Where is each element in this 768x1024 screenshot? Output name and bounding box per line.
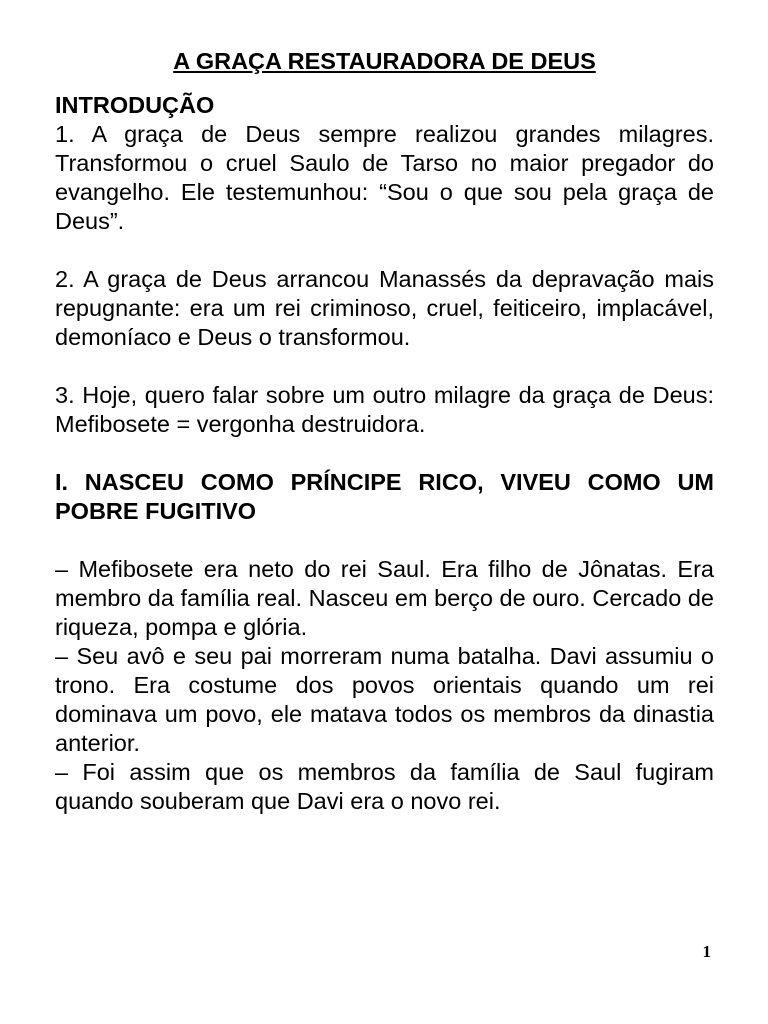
section-1-item-1: – Mefibosete era neto do rei Saul. Era filho de Jônatas. Era membro da família real. Nasceu em berço de ouro. Cercado de riqueza, pompa e glória. <box>55 556 714 640</box>
document-page <box>55 46 714 816</box>
section-1-heading: I. NASCEU COMO PRÍNCIPE RICO, VIVEU COMO UM POBRE FUGITIVO <box>55 469 714 524</box>
intro-paragraph-3: 3. Hoje, quero falar sobre um outro milagre da graça de Deus: Mefibosete = vergonha destruidora. <box>55 382 714 437</box>
page-number: 1 <box>702 942 711 961</box>
document-title: A GRAÇA RESTAURADORA DE DEUS <box>173 48 596 74</box>
intro-paragraph-1: 1. A graça de Deus sempre realizou grandes milagres. Transformou o cruel Saulo de Tarso no maior pregador do evangelho. Ele testemunhou: “Sou o que sou pela graça de Deus”. <box>55 121 714 234</box>
section-1-item-2: – Seu avô e seu pai morreram numa batalha. Davi assumiu o trono. Era costume dos povos orientais quando um rei dominava um povo, ele matava todos os membros da dinastia anterior. <box>55 643 714 756</box>
intro-heading: INTRODUÇÃO <box>55 92 215 118</box>
intro-paragraph-2: 2. A graça de Deus arrancou Manassés da depravação mais repugnante: era um rei criminoso, cruel, feiticeiro, implacável, demoníaco e Deus o transformou. <box>55 266 714 350</box>
section-1-item-3: – Foi assim que os membros da família de Saul fugiram quando souberam que Davi era o novo rei. <box>55 759 714 814</box>
